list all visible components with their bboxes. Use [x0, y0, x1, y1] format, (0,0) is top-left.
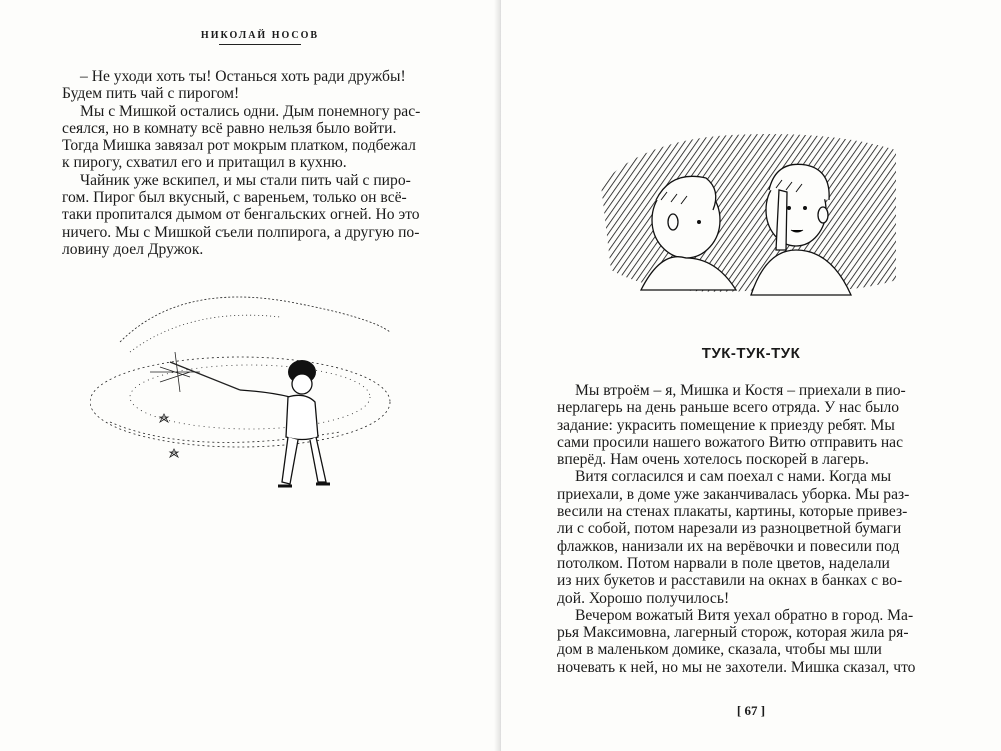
text-line: нерлагерь на день раньше всего отряда. У нас было: [557, 399, 900, 417]
text-line: весили на стенах плакаты, картины, которые привез-: [557, 503, 908, 521]
right-page: [501, 0, 1001, 751]
text-line: таки пропитался дымом от бенгальских огней. Но это: [62, 206, 420, 224]
text-line: вперёд. Нам очень хотелось поскорей в лагерь.: [557, 451, 869, 469]
boy-with-sparkler-illustration: [90, 272, 420, 522]
text-line: гом. Пирог был вкусный, с вареньем, только он всё-: [62, 189, 407, 207]
text-line: Витя согласился и сам поехал с нами. Когда мы: [575, 468, 892, 486]
text-line: Будем пить чай с пирогом!: [62, 85, 240, 103]
left-body-text: [62, 68, 444, 258]
text-line: приехали, в доме уже заканчивалась уборка. Мы раз-: [557, 485, 910, 503]
text-line: дой. Хорошо получилось!: [557, 589, 730, 607]
text-line: сеялся, но в комнату всё равно нельзя было войти.: [62, 119, 397, 137]
text-line: рья Максимовна, лагерный сторож, которая жила ря-: [557, 624, 909, 642]
text-line: дом в маленьком домике, сказала, чтобы мы шли: [557, 641, 882, 659]
running-head-text: НИКОЛАЙ НОСОВ: [200, 30, 320, 41]
two-boys-illustration: [601, 130, 896, 300]
text-line: Тогда Мишка завязал рот мокрым платком, подбежал: [62, 137, 416, 155]
text-line: Чайник уже вскипел, и мы стали пить чай с пиро-: [80, 171, 411, 189]
text-line: Мы с Мишкой остались одни. Дым понемногу рас-: [80, 102, 421, 120]
page-number: [ 67 ]: [736, 703, 766, 718]
text-line: ли с собой, потом нарезали из разноцветной бумаги: [557, 520, 902, 538]
text-line: к пирогу, схватил его и притащил в кухню.: [62, 154, 347, 172]
left-page: [0, 0, 500, 751]
text-line: из них букетов и расставили на окнах в банках с во-: [557, 572, 903, 590]
right-body-text: [557, 382, 935, 676]
text-line: ничего. Мы с Мишкой съели полпирога, а другую по-: [62, 223, 420, 241]
text-line: – Не уходи хоть ты! Останься хоть ради дружбы!: [80, 68, 406, 85]
chapter-title: ТУК-ТУК-ТУК: [701, 345, 801, 362]
text-line: Вечером вожатый Витя уехал обратно в город. Ма-: [575, 606, 914, 624]
text-line: потолком. Потом нарвали в поле цветов, наделали: [557, 554, 890, 572]
text-line: ночевать к ней, но мы не захотели. Мишка сказал, что: [557, 658, 916, 676]
text-line: Мы втроём – я, Мишка и Костя – приехали в пио-: [575, 382, 906, 399]
text-line: флажков, нанизали их на верёвочки и повесили под: [557, 537, 900, 555]
text-line: сами просили нашего вожатого Витю отправить нас: [557, 433, 904, 451]
running-head: [200, 30, 320, 45]
text-line: ловину доел Дружок.: [62, 240, 204, 258]
text-line: задание: украсить помещение к приезду ребят. Мы: [557, 416, 895, 434]
running-head-rule: [219, 44, 301, 45]
